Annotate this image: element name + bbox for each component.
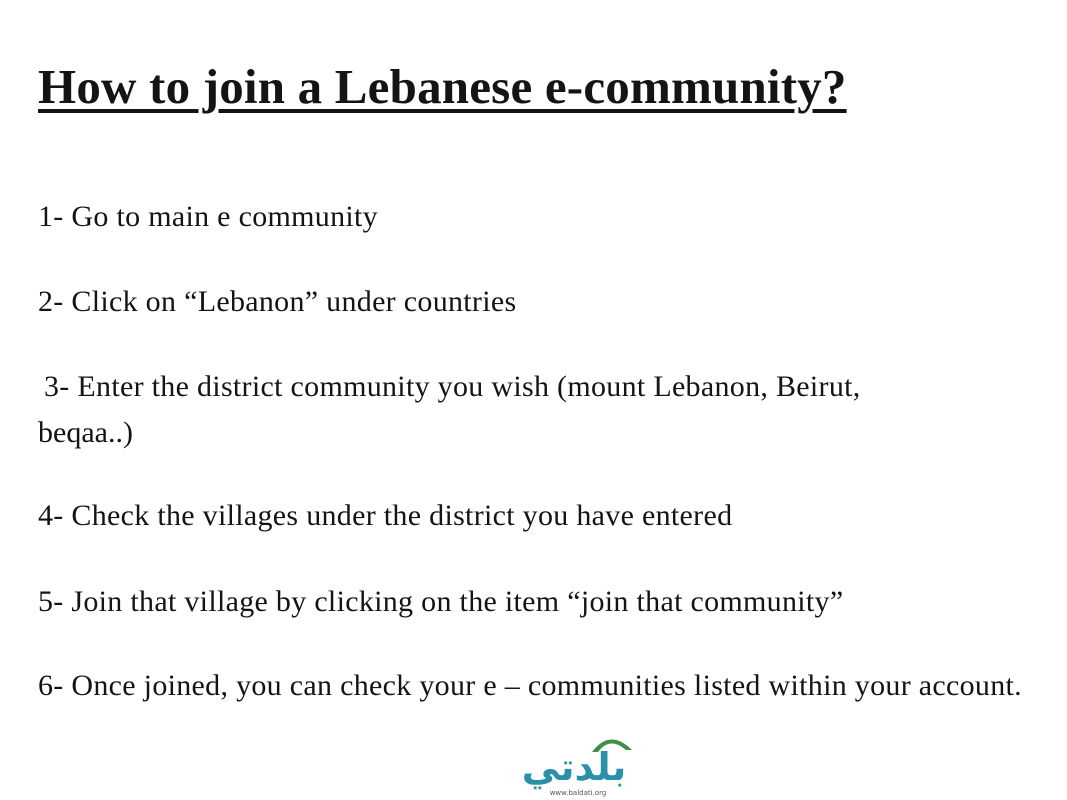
logo-url-text: www.baldati.org [549,789,607,797]
step-1: 1- Go to main e community [38,200,378,233]
step-4: 4- Check the villages under the district you have entered [38,499,733,532]
step-6: 6- Once joined, you can check your e – communities listed within your account. [38,669,1022,702]
step-3: 3- Enter the district community you wish (mount Lebanon, Beirut, [44,370,861,403]
slide-title: How to join a Lebanese e-community? [38,59,847,114]
baldati-logo [514,722,638,798]
step-5: 5- Join that village by clicking on the item “join that community” [38,585,844,618]
step-3-continuation: beqaa..) [38,416,133,449]
logo-arabic-text: بلدتي [521,745,627,789]
step-2: 2- Click on “Lebanon” under countries [38,285,517,318]
